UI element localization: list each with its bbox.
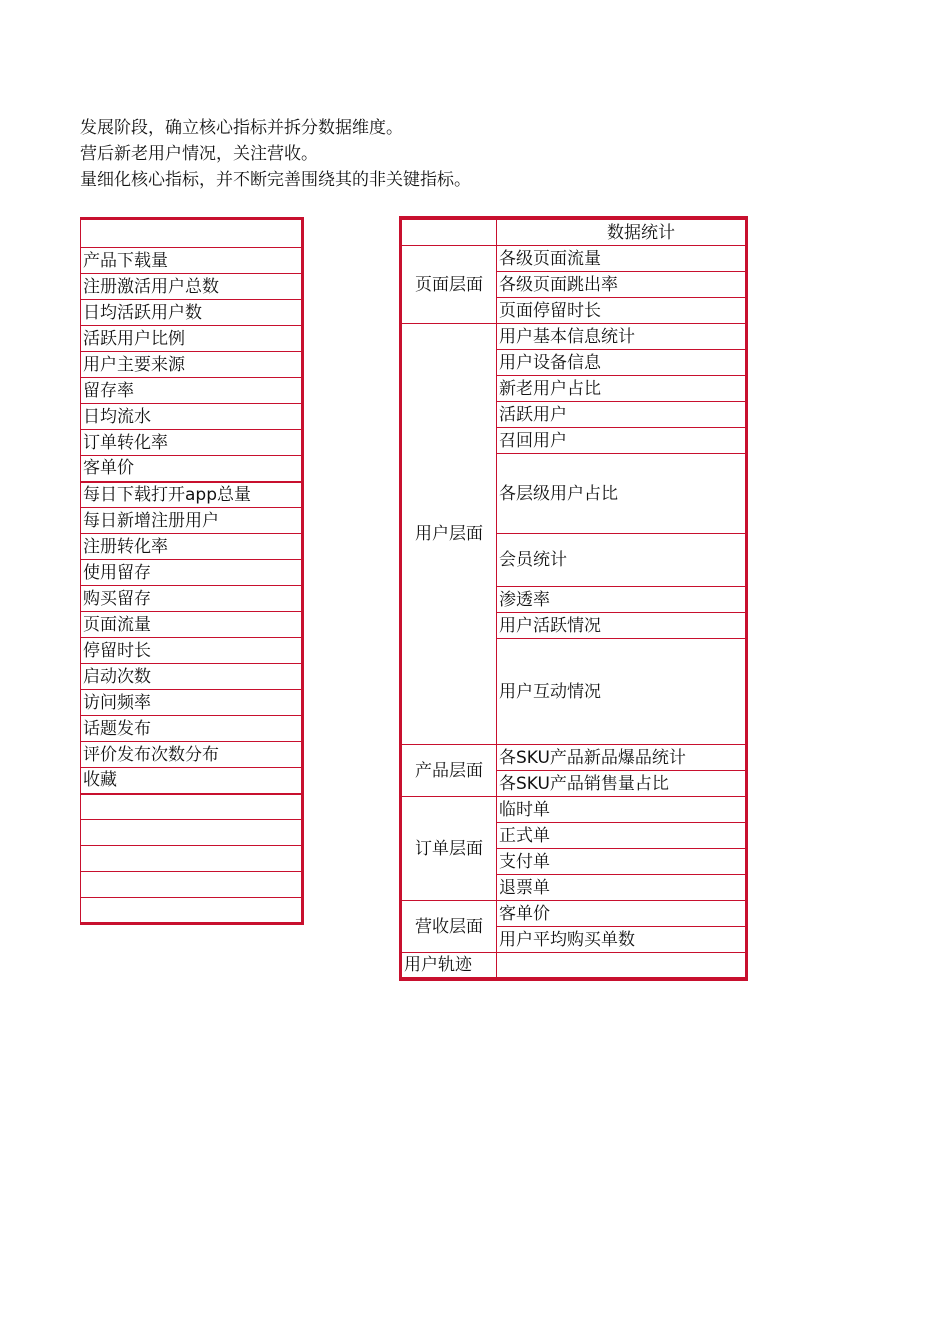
stat-item-cell: 正式单 <box>497 823 747 849</box>
stat-item-cell: 用户活跃情况 <box>497 613 747 639</box>
metric-cell: 活跃用户比例 <box>81 326 303 352</box>
category-cell: 产品层面 <box>401 745 497 797</box>
metric-cell: 使用留存 <box>81 560 303 586</box>
intro-line: 量细化核心指标，并不断完善围绕其的非关键指标。 <box>80 170 471 190</box>
stat-item-cell: 客单价 <box>497 901 747 927</box>
metric-cell: 评价发布次数分布 <box>81 742 303 768</box>
metric-cell: 日均流水 <box>81 404 303 430</box>
stat-item-cell: 用户平均购买单数 <box>497 927 747 953</box>
stat-item-cell: 各SKU产品新品爆品统计 <box>497 745 747 771</box>
stat-item-cell: 页面停留时长 <box>497 298 747 324</box>
intro-text <box>80 115 471 193</box>
metric-cell: 留存率 <box>81 378 303 404</box>
metric-cell: 客单价 <box>81 456 303 482</box>
category-cell: 用户轨迹 <box>401 953 497 979</box>
metric-cell: 产品下载量 <box>81 248 303 274</box>
stat-item-cell: 各SKU产品销售量占比 <box>497 771 747 797</box>
metric-cell: 订单转化率 <box>81 430 303 456</box>
stat-item-cell: 新老用户占比 <box>497 376 747 402</box>
metric-cell: 访问频率 <box>81 690 303 716</box>
metric-cell <box>81 898 303 924</box>
stat-item-cell: 召回用户 <box>497 428 747 454</box>
table-header-cell <box>81 219 303 248</box>
metric-cell: 购买留存 <box>81 586 303 612</box>
stat-item-cell: 用户互动情况 <box>497 639 747 745</box>
category-cell: 营收层面 <box>401 901 497 953</box>
metric-cell <box>81 872 303 898</box>
intro-line: 发展阶段，确立核心指标并拆分数据维度。 <box>80 118 403 138</box>
stat-item-cell: 临时单 <box>497 797 747 823</box>
data-statistics-table <box>399 216 748 981</box>
metric-cell: 注册转化率 <box>81 534 303 560</box>
metric-cell: 每日下载打开app总量 <box>81 482 303 508</box>
stat-item-cell: 会员统计 <box>497 534 747 587</box>
metric-cell <box>81 820 303 846</box>
stat-item-cell <box>497 953 747 979</box>
intro-line: 营后新老用户情况，关注营收。 <box>80 144 318 164</box>
metric-cell: 启动次数 <box>81 664 303 690</box>
stat-item-cell: 用户基本信息统计 <box>497 324 747 350</box>
stat-item-cell: 退票单 <box>497 875 747 901</box>
stat-item-cell: 各级页面跳出率 <box>497 272 747 298</box>
metric-cell: 每日新增注册用户 <box>81 508 303 534</box>
stat-item-cell: 各层级用户占比 <box>497 454 747 534</box>
stat-item-cell: 支付单 <box>497 849 747 875</box>
metric-cell: 页面流量 <box>81 612 303 638</box>
stat-item-cell: 渗透率 <box>497 587 747 613</box>
table-title: 数据统计 <box>497 218 747 246</box>
metric-cell: 话题发布 <box>81 716 303 742</box>
metric-cell: 日均活跃用户数 <box>81 300 303 326</box>
metric-cell: 收藏 <box>81 768 303 794</box>
metric-cell: 停留时长 <box>81 638 303 664</box>
metric-cell <box>81 846 303 872</box>
stat-item-cell: 用户设备信息 <box>497 350 747 376</box>
category-cell: 订单层面 <box>401 797 497 901</box>
metric-cell: 注册激活用户总数 <box>81 274 303 300</box>
category-cell: 用户层面 <box>401 324 497 745</box>
category-cell: 页面层面 <box>401 246 497 324</box>
header-empty-cell <box>401 218 497 246</box>
metric-cell: 用户主要来源 <box>81 352 303 378</box>
metric-cell <box>81 794 303 820</box>
stat-item-cell: 各级页面流量 <box>497 246 747 272</box>
stat-item-cell: 活跃用户 <box>497 402 747 428</box>
core-metrics-table <box>80 217 304 925</box>
